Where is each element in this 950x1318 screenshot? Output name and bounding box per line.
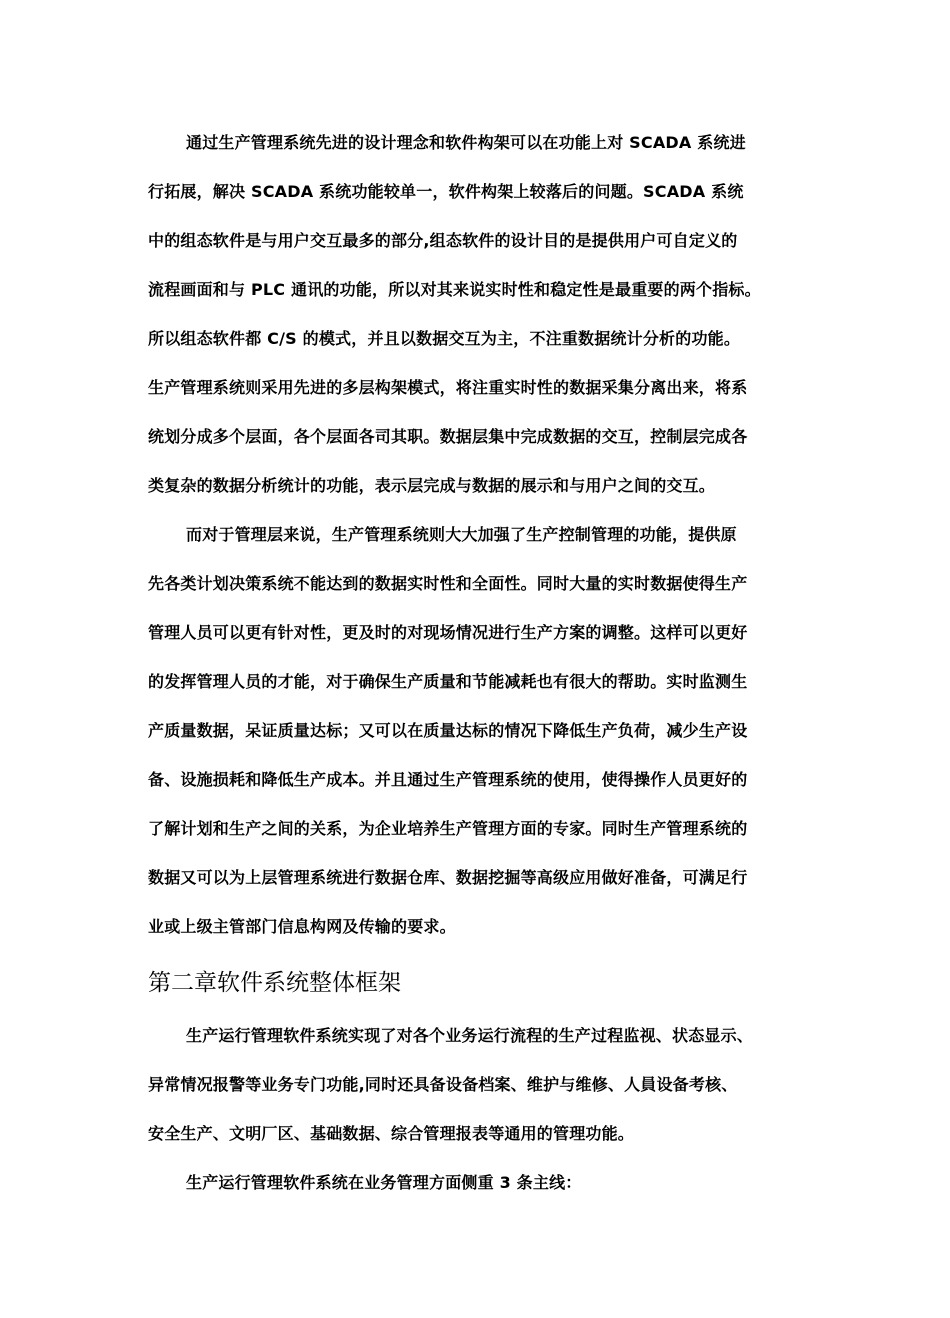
text-line: 类复杂的数据分析统计的功能，表示层完成与数据的展示和与用户之间的交互。 [148, 476, 716, 495]
chapter-paragraph-2 [148, 1158, 818, 1207]
text-line: 中的组态软件是与用户交互最多的部分,组态软件的设计目的是提供用户可自定义的 [148, 231, 738, 250]
text-line: 异常情况报警等业务专门功能,同时还具备设备档案、维护与维修、人員设备考核、 [148, 1075, 738, 1094]
text-line: 生产运行管理软件系统在业务管理方面侧重 3 条主线： [186, 1173, 582, 1192]
text-line: 先各类计划决策系统不能达到的数据实时性和全面性。同时大量的实时数据使得生产 [148, 574, 748, 593]
text-line: 的发挥管理人员的才能，对于确保生产质量和节能减耗也有很大的帮助。实时监测生 [148, 672, 748, 691]
text-line: 行拓展，解决 SCADA 系统功能较单一，软件构架上较落后的问题。SCADA 系统 [148, 182, 744, 201]
page-content [148, 118, 818, 1207]
text-line: 所以组态软件都 C/S 的模式，并且以数据交互为主，不注重数据统计分析的功能。 [148, 329, 741, 348]
text-line: 生产管理系统则采用先进的多层构架模式，将注重实时性的数据采集分离出来，将系 [148, 378, 748, 397]
text-line: 而对于管理层来说，生产管理系统则大大加强了生产控制管理的功能，提供原 [186, 525, 737, 544]
chapter-title: 第二章软件系统整体框架 [148, 970, 401, 996]
text-line: 业或上级主管部门信息构网及传输的要求。 [148, 917, 456, 936]
intro-paragraph-1 [148, 118, 818, 510]
text-line: 备、设施损耗和降低生产成本。并且通过生产管理系统的使用，使得操作人员更好的 [148, 770, 748, 789]
text-line: 生产运行管理软件系统实现了对各个业务运行流程的生产过程监视、状态显示、 [186, 1026, 754, 1045]
text-line: 通过生产管理系统先进的设计理念和软件构架可以在功能上对 SCADA 系统进 [186, 133, 746, 152]
text-line: 产质量数据，呆证质量达标；又可以在质量达标的情况下降低生产负荷，减少生产设 [148, 721, 748, 740]
text-line: 安全生产、文明厂区、基础数据、综合管理报表等通用的管理功能。 [148, 1124, 635, 1143]
text-line: 管理人员可以更有针对性，更及时的对现场情况进行生产方案的调整。这样可以更好 [148, 623, 748, 642]
intro-paragraph-2 [148, 510, 818, 951]
text-line: 了解计划和生产之间的关系，为企业培养生产管理方面的专家。同时生产管理系统的 [148, 819, 748, 838]
text-line: 数据又可以为上层管理系统进行数据仓库、数据挖掘等高级应用做好准备，可满足行 [148, 868, 748, 887]
text-line: 流程画面和与 PLC 通讯的功能，所以对其来说实时性和稳定性是最重要的两个指标。 [148, 280, 761, 299]
text-line: 统划分成多个层面，各个层面各司其职。数据层集中完成数据的交互，控制层完成各 [148, 427, 748, 446]
chapter-paragraph-1 [148, 1011, 818, 1158]
